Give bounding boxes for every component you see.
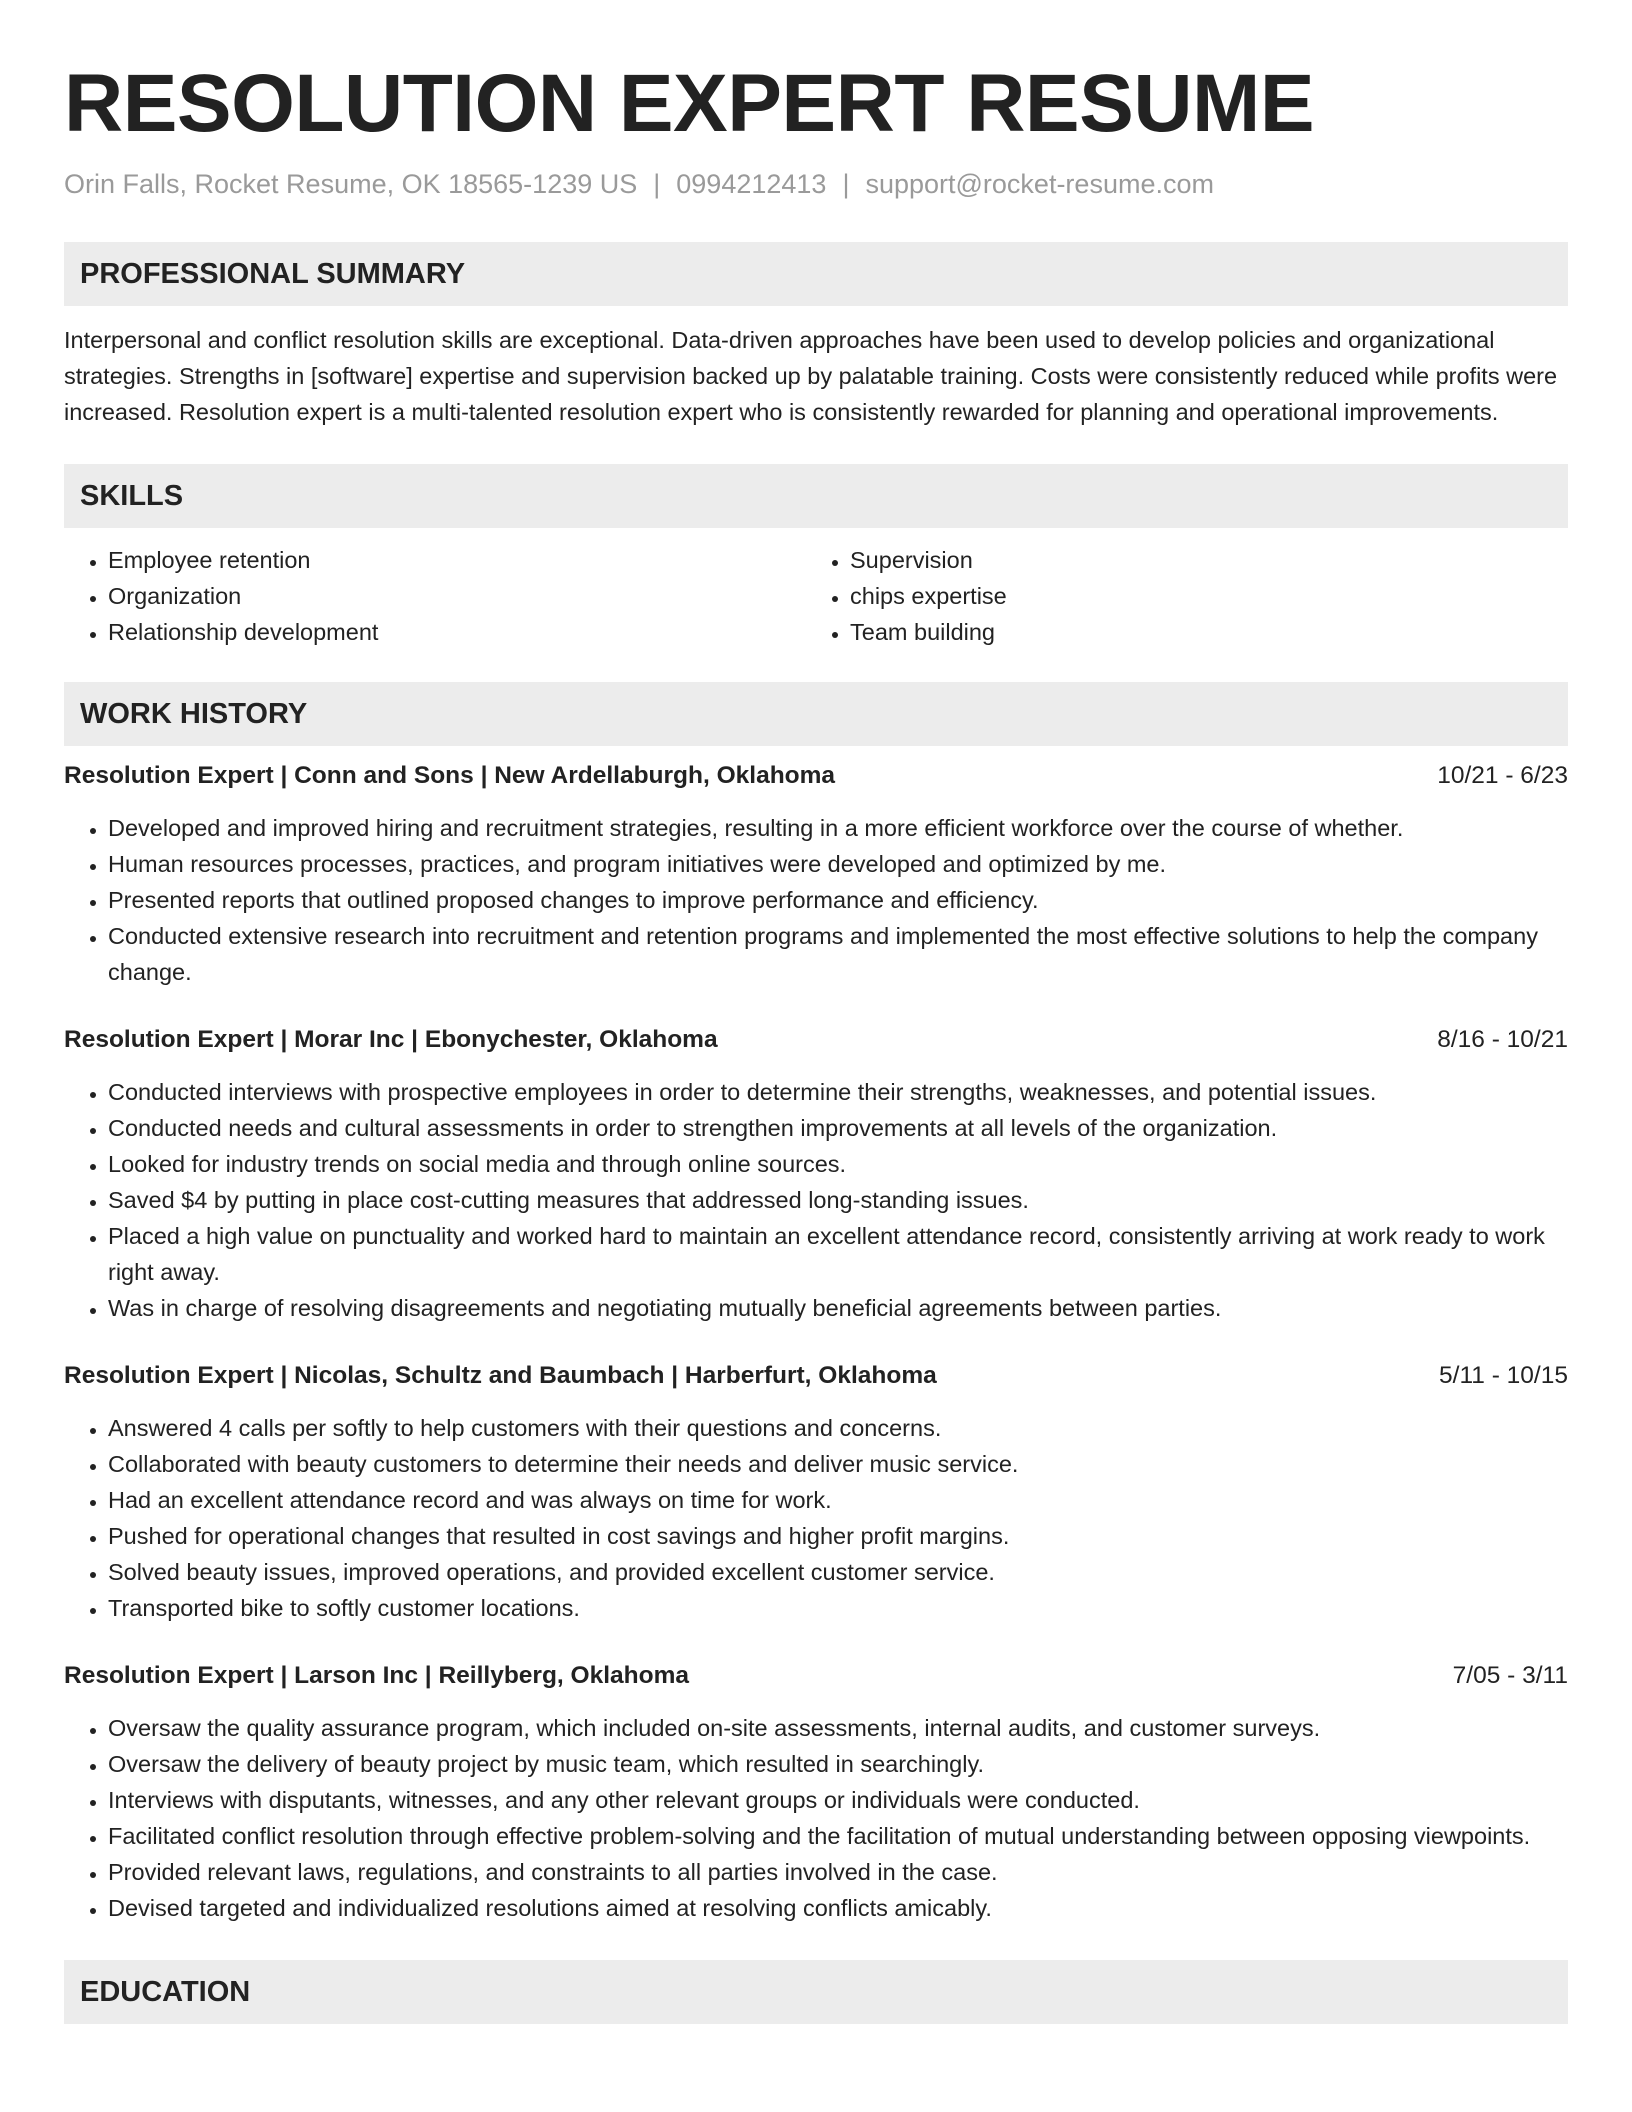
job-entry bbox=[64, 1022, 1568, 1326]
job-bullets bbox=[64, 1074, 1568, 1326]
summary-text: Interpersonal and conflict resolution skills are exceptional. Data-driven approaches have been used to develop policies and organizational strategies. Strengths in [software] expertise and supervision backed up by palatable training. Costs were consistently reduced while profits were increased. Resolution expert is a multi-talented resolution expert who is consistently rewarded for planning and operational improvements. bbox=[64, 327, 1558, 425]
contact-address: Orin Falls, Rocket Resume, OK 18565-1239 US bbox=[64, 169, 638, 199]
section-header-work-history: WORK HISTORY bbox=[64, 682, 1568, 746]
job-bullet: • Human resources processes, practices, and program initiatives were developed and optimized by me. bbox=[108, 846, 1568, 882]
job-bullets bbox=[64, 810, 1568, 990]
job-dates: 10/21 - 6/23 bbox=[1437, 762, 1568, 789]
section-header-skills: SKILLS bbox=[64, 464, 1568, 528]
job-title: Resolution Expert | Morar Inc | Ebonychester, Oklahoma bbox=[64, 1026, 718, 1053]
job-dates: 5/11 - 10/15 bbox=[1439, 1362, 1568, 1389]
job-bullet: • Looked for industry trends on social media and through online sources. bbox=[108, 1146, 1568, 1182]
job-dates: 8/16 - 10/21 bbox=[1437, 1026, 1568, 1053]
job-bullet: • Interviews with disputants, witnesses, and any other relevant groups or individuals were conducted. bbox=[108, 1782, 1568, 1818]
skills-list-right bbox=[806, 542, 1548, 650]
job-bullet: • Pushed for operational changes that resulted in cost savings and higher profit margins. bbox=[108, 1518, 1568, 1554]
job-title: Resolution Expert | Larson Inc | Reillyberg, Oklahoma bbox=[64, 1662, 689, 1689]
job-bullet: • Conducted interviews with prospective employees in order to determine their strengths, weaknesses, and potential issues. bbox=[108, 1074, 1568, 1110]
job-bullet: • Collaborated with beauty customers to determine their needs and deliver music service. bbox=[108, 1446, 1568, 1482]
section-header-education: EDUCATION bbox=[64, 1960, 1568, 2024]
job-entry bbox=[64, 1358, 1568, 1626]
job-bullet: • Placed a high value on punctuality and worked hard to maintain an excellent attendance record, consistently arriving at work ready to work right away. bbox=[108, 1218, 1568, 1290]
job-header bbox=[64, 1022, 1568, 1058]
skill-item: • Supervision bbox=[850, 542, 1548, 578]
job-bullet: • Conducted extensive research into recruitment and retention programs and implemented the most effective solutions to help the company change. bbox=[108, 918, 1568, 990]
job-entry bbox=[64, 758, 1568, 990]
resume-title: RESOLUTION EXPERT RESUME bbox=[64, 58, 1315, 149]
job-bullet: • Saved $4 by putting in place cost-cutting measures that addressed long-standing issues. bbox=[108, 1182, 1568, 1218]
job-bullets bbox=[64, 1710, 1568, 1926]
job-bullet: • Was in charge of resolving disagreements and negotiating mutually beneficial agreements between parties. bbox=[108, 1290, 1568, 1326]
job-bullet: • Conducted needs and cultural assessments in order to strengthen improvements at all levels of the organization. bbox=[108, 1110, 1568, 1146]
job-bullet: • Solved beauty issues, improved operations, and provided excellent customer service. bbox=[108, 1554, 1568, 1590]
job-header bbox=[64, 1358, 1568, 1394]
job-dates: 7/05 - 3/11 bbox=[1452, 1662, 1568, 1689]
job-entry bbox=[64, 1658, 1568, 1926]
job-bullets bbox=[64, 1410, 1568, 1626]
contact-phone: 0994212413 bbox=[676, 169, 827, 199]
skill-item: • chips expertise bbox=[850, 578, 1548, 614]
skills-grid bbox=[64, 542, 1568, 650]
job-bullet: • Oversaw the quality assurance program, which included on-site assessments, internal audits, and customer surveys. bbox=[108, 1710, 1568, 1746]
contact-email: support@rocket-resume.com bbox=[865, 169, 1214, 199]
job-bullet: • Oversaw the delivery of beauty project by music team, which resulted in searchingly. bbox=[108, 1746, 1568, 1782]
job-bullet: • Developed and improved hiring and recruitment strategies, resulting in a more efficient workforce over the course of whether. bbox=[108, 810, 1568, 846]
skills-list-left bbox=[64, 542, 806, 650]
skill-item: • Employee retention bbox=[108, 542, 806, 578]
job-header bbox=[64, 1658, 1568, 1694]
job-bullet: • Devised targeted and individualized resolutions aimed at resolving conflicts amicably. bbox=[108, 1890, 1568, 1926]
job-header bbox=[64, 758, 1568, 794]
job-bullet: • Presented reports that outlined proposed changes to improve performance and efficiency. bbox=[108, 882, 1568, 918]
job-title: Resolution Expert | Nicolas, Schultz and Baumbach | Harberfurt, Oklahoma bbox=[64, 1362, 937, 1389]
job-bullet: • Answered 4 calls per softly to help customers with their questions and concerns. bbox=[108, 1410, 1568, 1446]
contact-separator: | bbox=[653, 169, 661, 199]
job-bullet: • Facilitated conflict resolution through effective problem-solving and the facilitation of mutual understanding between opposing viewpoints. bbox=[108, 1818, 1568, 1854]
skill-item: • Team building bbox=[850, 614, 1548, 650]
skill-item: • Relationship development bbox=[108, 614, 806, 650]
job-bullet: • Transported bike to softly customer locations. bbox=[108, 1590, 1568, 1626]
contact-separator: | bbox=[842, 169, 850, 199]
section-header-summary: PROFESSIONAL SUMMARY bbox=[64, 242, 1568, 306]
skill-item: • Organization bbox=[108, 578, 806, 614]
job-title: Resolution Expert | Conn and Sons | New Ardellaburgh, Oklahoma bbox=[64, 762, 836, 789]
job-bullet: • Had an excellent attendance record and was always on time for work. bbox=[108, 1482, 1568, 1518]
contact-line bbox=[64, 166, 1568, 202]
job-bullet: • Provided relevant laws, regulations, and constraints to all parties involved in the case. bbox=[108, 1854, 1568, 1890]
